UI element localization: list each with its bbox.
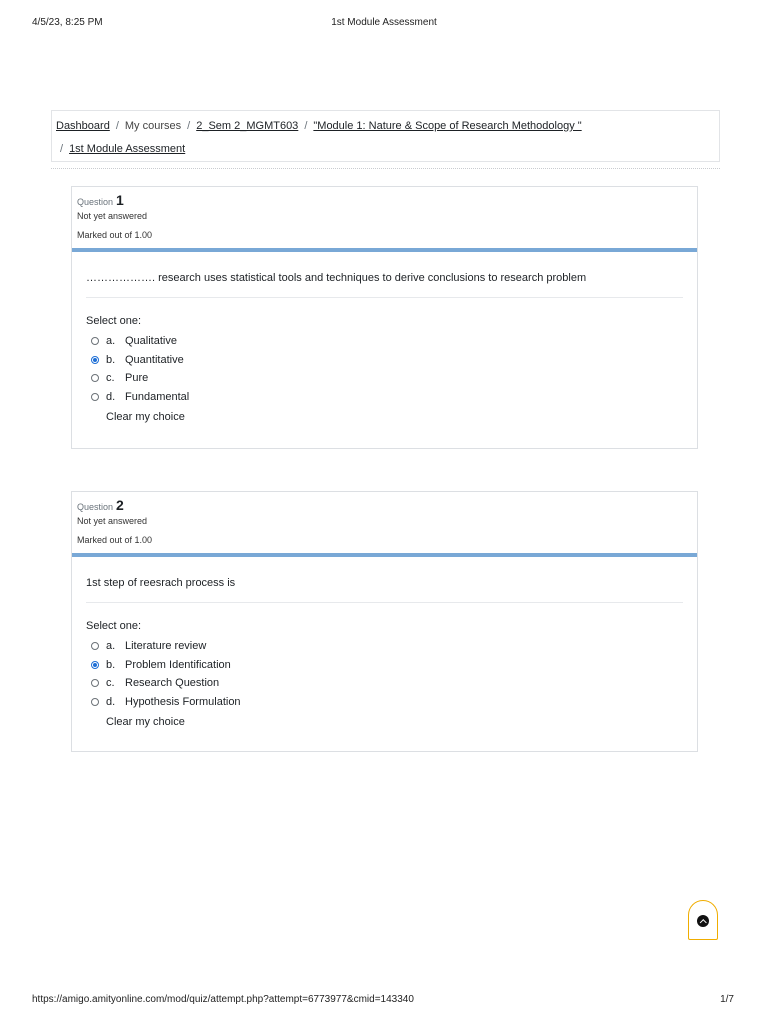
answer-letter: a. [106, 335, 116, 348]
answer-label[interactable]: Qualitative [125, 335, 177, 348]
answer-option-c[interactable] [91, 369, 189, 388]
answer-label[interactable]: Research Question [125, 677, 220, 690]
question-info [72, 492, 697, 557]
breadcrumb [51, 110, 720, 162]
question-state: Not yet answered [77, 516, 148, 526]
clear-my-choice-link[interactable]: Clear my choice [106, 411, 185, 423]
breadcrumb-dashboard-link[interactable]: Dashboard [56, 120, 110, 132]
answer-option-a[interactable] [91, 332, 189, 351]
question-info [72, 187, 697, 252]
question-prefix: Question [77, 197, 114, 207]
question-number [77, 192, 124, 208]
question-number-value: 2 [116, 497, 124, 513]
question-number-value: 1 [116, 192, 124, 208]
breadcrumb-assessment-link[interactable]: 1st Module Assessment [69, 143, 186, 155]
radio-button[interactable] [91, 679, 99, 687]
answer-label[interactable]: Fundamental [125, 390, 190, 403]
print-header [32, 17, 736, 31]
print-datetime: 4/5/23, 8:25 PM [32, 17, 103, 28]
answer-label[interactable]: Problem Identification [125, 658, 231, 671]
question-number [77, 497, 124, 513]
answer-letter: c. [106, 372, 115, 385]
radio-button[interactable] [91, 374, 99, 382]
breadcrumb-row [56, 120, 582, 132]
print-footer [32, 994, 734, 1008]
answer-option-c[interactable] [91, 674, 241, 693]
answer-label[interactable]: Hypothesis Formulation [125, 695, 241, 708]
answer-option-b[interactable] [91, 351, 189, 370]
radio-button-selected[interactable] [91, 356, 99, 364]
question-state: Not yet answered [77, 211, 148, 221]
breadcrumb-my-courses: My courses [124, 120, 182, 132]
answer-label[interactable]: Pure [125, 372, 149, 385]
answer-label[interactable]: Quantitative [125, 353, 184, 366]
breadcrumb-module-link[interactable]: "Module 1: Nature & Scope of Research Methodology " [313, 120, 582, 132]
answer-letter: b. [106, 353, 116, 366]
answer-list [91, 637, 241, 711]
question-card-1 [71, 186, 698, 449]
question-text: 1st step of reesrach process is [86, 577, 236, 589]
breadcrumb-separator: / [304, 120, 308, 132]
answer-letter: d. [106, 695, 116, 708]
divider [86, 602, 683, 603]
answer-label[interactable]: Literature review [125, 640, 207, 653]
answer-option-d[interactable] [91, 693, 241, 712]
divider [51, 168, 720, 169]
select-one-prompt: Select one: [86, 620, 142, 632]
answer-letter: c. [106, 677, 115, 690]
answer-letter: a. [106, 640, 116, 653]
print-url: https://amigo.amityonline.com/mod/quiz/attempt.php?attempt=6773977&cmid=143340 [32, 994, 414, 1005]
breadcrumb-separator: / [115, 120, 119, 132]
chevron-up-circle-icon [697, 915, 709, 927]
breadcrumb-separator: / [187, 120, 191, 132]
answer-option-b[interactable] [91, 656, 241, 675]
answer-option-d[interactable] [91, 388, 189, 407]
radio-button[interactable] [91, 393, 99, 401]
question-grade: Marked out of 1.00 [77, 230, 153, 240]
breadcrumb-row [60, 143, 185, 155]
radio-button[interactable] [91, 642, 99, 650]
radio-button[interactable] [91, 337, 99, 345]
breadcrumb-separator: / [60, 143, 64, 155]
page-count: 1/7 [720, 994, 734, 1005]
question-text: ………………. research uses statistical tools and techniques to derive conclusions to research problem [86, 272, 587, 284]
select-one-prompt: Select one: [86, 315, 142, 327]
divider [86, 297, 683, 298]
answer-list [91, 332, 189, 406]
question-grade: Marked out of 1.00 [77, 535, 153, 545]
answer-letter: d. [106, 390, 116, 403]
breadcrumb-course-link[interactable]: 2_Sem 2_MGMT603 [196, 120, 299, 132]
print-title: 1st Module Assessment [331, 17, 437, 28]
back-to-top-button[interactable] [688, 900, 718, 940]
question-card-2 [71, 491, 698, 752]
question-prefix: Question [77, 502, 114, 512]
answer-letter: b. [106, 658, 116, 671]
clear-my-choice-link[interactable]: Clear my choice [106, 716, 185, 728]
answer-option-a[interactable] [91, 637, 241, 656]
radio-button[interactable] [91, 698, 99, 706]
radio-button-selected[interactable] [91, 661, 99, 669]
